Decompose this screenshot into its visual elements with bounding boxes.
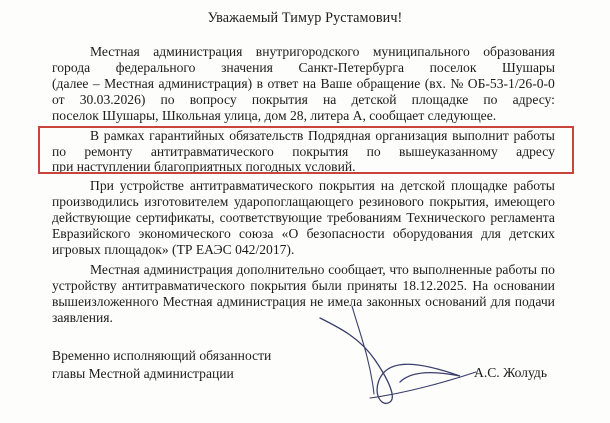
word: действующие (52, 210, 131, 225)
word: антитравматического (121, 278, 245, 293)
word: администрация (153, 44, 243, 59)
word: внутригородского (255, 44, 360, 59)
word: были (311, 278, 342, 293)
word: по (540, 262, 555, 277)
word: администрация (143, 262, 233, 277)
word: дополнительно (236, 262, 325, 277)
word: антитравматического (150, 144, 274, 159)
word: при наступлении благоприятных погодных условий. (52, 159, 356, 174)
word: работы (513, 128, 555, 143)
greeting: Уважаемый Тимур Рустамович! (207, 10, 403, 26)
word: сертификаты, (135, 210, 215, 225)
word: Ваше (320, 76, 353, 91)
para4-line (52, 278, 555, 294)
word: на (380, 178, 395, 193)
signatory-title-line-1: Временно исполняющий обязанности (52, 348, 272, 363)
signatory-name: А.С. Жолудь (474, 365, 548, 380)
word: детских (509, 226, 555, 241)
word: образования (483, 44, 555, 59)
word: администрация (216, 294, 306, 309)
word: города (52, 60, 91, 75)
word: адресу: (512, 92, 555, 107)
word: 30.03.2026) (79, 92, 146, 107)
word: 18.12.2025. (402, 278, 468, 293)
word: покрытия (292, 144, 349, 159)
para4-line (52, 310, 113, 326)
word: Санкт-Петербурга (298, 60, 404, 75)
word: экономического (138, 226, 231, 241)
word: законных (366, 294, 421, 309)
word: производились (52, 194, 139, 209)
word: заявления. (52, 310, 113, 325)
word: вышеизложенного (52, 294, 159, 309)
word: Местная (104, 76, 154, 91)
word: работы (495, 262, 538, 277)
word: площадке (451, 178, 508, 193)
word: соответствующие (219, 210, 323, 225)
word: рамках (103, 128, 145, 143)
word: требованиям (327, 210, 402, 225)
word: муниципального (372, 44, 470, 59)
word: изготовителем (144, 194, 229, 209)
word: покрытия, (429, 194, 489, 209)
word: – (92, 76, 100, 91)
para4-line (90, 262, 555, 278)
word: Местная (90, 44, 140, 59)
word: поселок Шушары, Школьная улица, дом 28, литера А, сообщает следующее. (52, 108, 497, 123)
word: покрытия (251, 92, 308, 107)
word: по (160, 92, 175, 107)
signatory-title-line-2: главы Местной администрации (52, 366, 234, 381)
para3-line (52, 226, 555, 242)
word: выполнит (452, 128, 509, 143)
word: поселок (429, 60, 477, 75)
word: «О (281, 226, 299, 241)
word: Подрядная (308, 128, 371, 143)
word: приняты (347, 278, 398, 293)
word: обязательств (229, 128, 304, 143)
handwritten-signature (310, 298, 480, 418)
word: регламента (490, 210, 555, 225)
word: Евразийского (52, 226, 131, 241)
word: (далее (52, 76, 89, 91)
word: В (90, 128, 100, 143)
para1-line (52, 60, 555, 76)
word: резинового (358, 194, 424, 209)
word: имела (327, 294, 363, 309)
word: покрытия (318, 178, 375, 193)
word: выполненные (412, 262, 492, 277)
word: Технического (406, 210, 486, 225)
word: по (483, 92, 498, 107)
word: на (302, 76, 317, 91)
word: вопросу (189, 92, 237, 107)
word: от (52, 92, 65, 107)
word: оснований (425, 294, 487, 309)
word: по (366, 144, 381, 159)
word: для (490, 294, 511, 309)
word: что (389, 262, 409, 277)
word: вышеуказанному (399, 144, 498, 159)
word: устройстве (119, 178, 184, 193)
word: безопасности (306, 226, 385, 241)
para3-line (52, 242, 294, 258)
word: На (472, 278, 489, 293)
word: сообщает, (328, 262, 386, 277)
word: площадке (411, 92, 469, 107)
word: подачи (514, 294, 555, 309)
word: значения (221, 60, 273, 75)
word: для (480, 226, 501, 241)
word: Местная (90, 262, 140, 277)
word: Шушары (502, 60, 555, 75)
word: детской (351, 92, 397, 107)
word: антитравматического (189, 178, 313, 193)
word: адресу (516, 144, 555, 159)
word: администрация) (158, 76, 253, 91)
word: ремонту (84, 144, 133, 159)
word: устройству (52, 278, 117, 293)
word: ответ (267, 76, 299, 91)
word: работы (513, 178, 555, 193)
word: в (256, 76, 263, 91)
word: оборудования (392, 226, 473, 241)
para3-line (90, 178, 555, 194)
word: № (450, 76, 464, 91)
word: имеющего (494, 194, 555, 209)
word: на (323, 92, 337, 107)
word: ударопоглащающего (233, 194, 354, 209)
word: Местная (162, 294, 213, 309)
word: При (90, 178, 114, 193)
word: основании (493, 278, 555, 293)
word: гарантийных (149, 128, 225, 143)
para1-line (90, 44, 555, 60)
word: (вх. (424, 76, 446, 91)
para3-line (52, 210, 555, 226)
para1-line (52, 92, 555, 108)
word: ОБ-53-1/26-0-0 (467, 76, 555, 91)
word: организация (375, 128, 448, 143)
word: покрытия (250, 278, 307, 293)
para3-line (52, 194, 555, 210)
highlight-box (38, 126, 574, 174)
word: не (310, 294, 324, 309)
para1-line (52, 108, 496, 124)
word: федерального (115, 60, 196, 75)
word: по (52, 144, 67, 159)
word: обращение (356, 76, 421, 91)
word: союза (239, 226, 274, 241)
word: игровых площадок» (ТР ЕАЭС 042/2017). (52, 242, 295, 257)
word: детской (400, 178, 446, 193)
para1-line (52, 76, 555, 92)
